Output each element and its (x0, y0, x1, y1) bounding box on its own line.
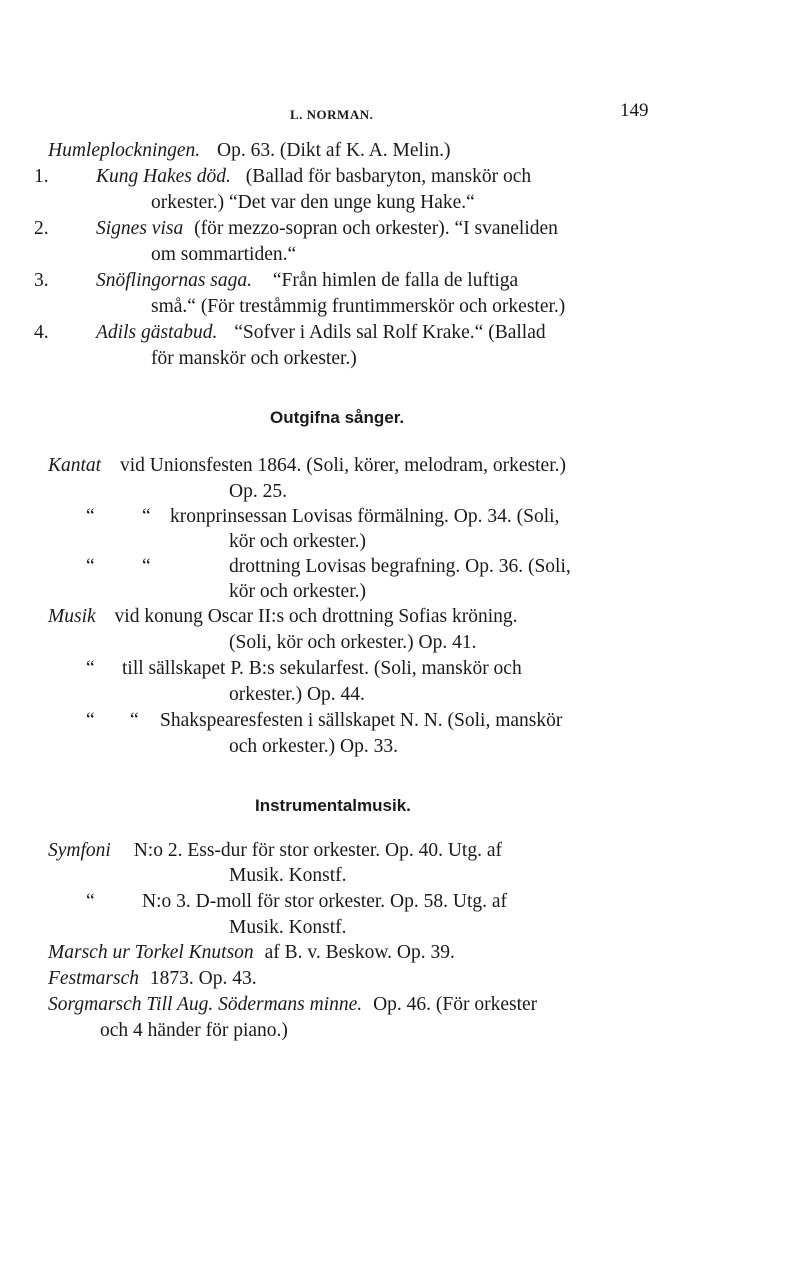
item-4-number: 4. (34, 322, 49, 343)
item-2-text: (för mezzo-sopran och orkester). “I svaneliden (194, 218, 558, 239)
item-2-number: 2. (34, 218, 49, 239)
work-info: Op. 63. (Dikt af K. A. Melin.) (217, 140, 451, 161)
march-torkel (48, 941, 455, 965)
songs-entry-3: drottning Lovisas begrafning. Op. 36. (Soli, (229, 556, 571, 577)
festmarsch (48, 967, 257, 991)
item-3-title: Snöflingornas saga. (96, 270, 253, 291)
songs-entry-3-cont: kör och orkester.) (229, 581, 366, 602)
songs-entry-5: till sällskapet P. B:s sekularfest. (Soli, manskör och (122, 658, 522, 679)
entry-text: N:o 2. Ess-dur för stor orkester. Op. 40. Utg. af (133, 840, 502, 861)
songs-entry-2-cont: kör och orkester.) (229, 531, 366, 552)
item-4-line2: för manskör och orkester.) (151, 348, 357, 369)
item-1-number: 1. (34, 166, 49, 187)
item-1-text: (Ballad för basbaryton, manskör och (245, 166, 532, 187)
ditto-mark: “ (86, 710, 95, 731)
running-head: L. NORMAN. (290, 107, 374, 122)
item-2-line1 (96, 217, 558, 241)
page-number: 149 (620, 100, 649, 121)
item-4-line1 (96, 321, 546, 345)
songs-entry-4-cont: (Soli, kör och orkester.) Op. 41. (229, 632, 477, 653)
entry-title: Sorgmarsch Till Aug. Södermans minne. (48, 994, 363, 1015)
section-heading-instrumental: Instrumentalmusik. (255, 796, 411, 815)
item-1-line1 (96, 165, 531, 189)
item-4-title: Adils gästabud. (96, 322, 218, 343)
item-3-line1 (96, 269, 518, 293)
ditto-mark: “ (142, 506, 151, 527)
item-3-text: “Från himlen de falla de luftiga (272, 270, 519, 291)
item-2-title: Signes visa (96, 218, 184, 239)
entry-title: Marsch ur Torkel Knutson (48, 942, 254, 963)
ditto-mark: “ (142, 556, 151, 577)
songs-entry-2: kronprinsessan Lovisas förmälning. Op. 34. (Soli, (170, 506, 560, 527)
item-2-line2: om sommartiden.“ (151, 244, 297, 265)
entry-text: af B. v. Beskow. Op. 39. (264, 942, 455, 963)
entry-text: vid konung Oscar II:s och drottning Sofias kröning. (114, 606, 518, 627)
symphony-2-cont: Musik. Konstf. (229, 865, 347, 886)
item-4-text: “Sofver i Adils sal Rolf Krake.“ (Ballad (234, 322, 546, 343)
item-1-line2: orkester.) “Det var den unge kung Hake.“ (151, 192, 475, 213)
item-3-line2: små.“ (För treståmmig fruntimmerskör och orkester.) (151, 296, 566, 317)
item-3-number: 3. (34, 270, 49, 291)
symphony-3: N:o 3. D-moll för stor orkester. Op. 58. Utg. af (142, 891, 508, 912)
entry-text: Op. 46. (För orkester (373, 994, 538, 1015)
work-title: Humleplockningen. (48, 140, 201, 161)
entry-label: Kantat (48, 455, 102, 476)
songs-entry-6: Shakspearesfesten i sällskapet N. N. (Soli, manskör (160, 710, 563, 731)
entry-title: Festmarsch (48, 968, 139, 989)
entry-text: vid Unionsfesten 1864. (Soli, körer, melodram, orkester.) (119, 455, 566, 476)
ditto-mark: “ (86, 506, 95, 527)
sorgmarsch-cont: och 4 händer för piano.) (100, 1020, 288, 1041)
sorgmarsch (48, 993, 537, 1017)
ditto-mark: “ (130, 710, 139, 731)
entry-label: Musik (48, 606, 96, 627)
entry-text: 1873. Op. 43. (149, 968, 257, 989)
songs-entry-5-cont: orkester.) Op. 44. (229, 684, 365, 705)
songs-entry-6-cont: och orkester.) Op. 33. (229, 736, 398, 757)
songs-entry-1-cont: Op. 25. (229, 481, 287, 502)
ditto-mark: “ (86, 891, 95, 912)
entry-label: Symfoni (48, 840, 111, 861)
section-heading-songs: Outgifna sånger. (270, 408, 405, 427)
ditto-mark: “ (86, 556, 95, 577)
songs-entry-4 (48, 605, 517, 629)
opus-title-line (48, 139, 450, 163)
ditto-mark: “ (86, 658, 95, 679)
item-1-title: Kung Hakes död. (96, 166, 231, 187)
symphony-3-cont: Musik. Konstf. (229, 917, 347, 938)
symphony-2 (48, 839, 502, 863)
songs-entry-1 (48, 454, 566, 478)
